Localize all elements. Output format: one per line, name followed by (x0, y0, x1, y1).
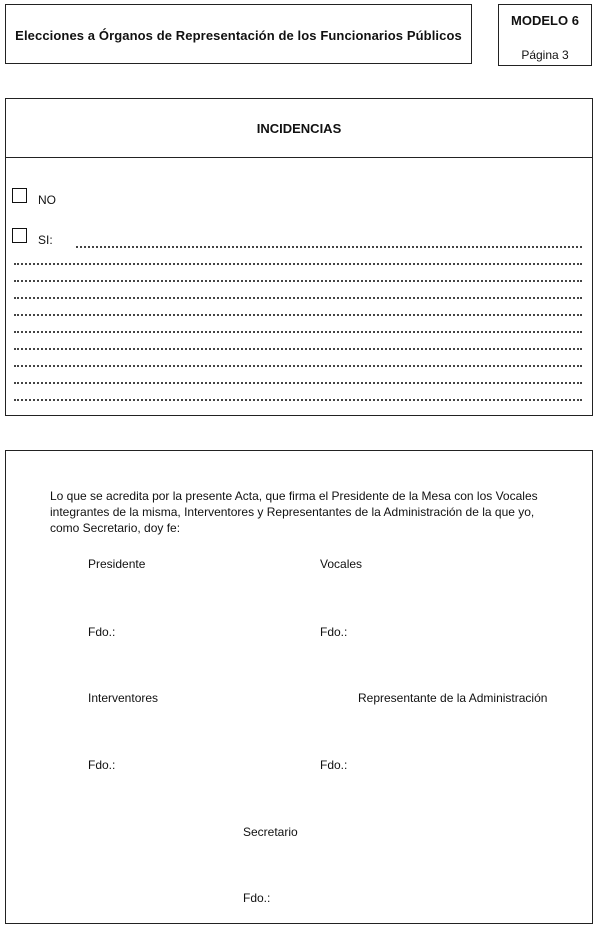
section-divider (6, 157, 592, 158)
secretario-fdo: Fdo.: (243, 891, 271, 905)
incidencia-line[interactable] (14, 297, 582, 299)
incidencia-line[interactable] (14, 348, 582, 350)
modelo-box (498, 4, 592, 66)
acta-statement: Lo que se acredita por la presente Acta, que firma el Presidente de la Mesa con los Vocales integrantes de la misma, Interventores y Representantes de la Administración de la que yo, como Secretario, doy fe: (50, 489, 538, 535)
incidencias-title: INCIDENCIAS (256, 121, 342, 136)
pagina-label: Página 3 (521, 48, 569, 62)
incidencia-line[interactable] (14, 365, 582, 367)
secretario-label: Secretario (243, 825, 298, 839)
document-title: Elecciones a Órganos de Representación de los Funcionarios Públicos (15, 28, 462, 43)
acta-section (5, 450, 593, 924)
vocales-label: Vocales (320, 557, 363, 571)
representante-fdo: Fdo.: (320, 758, 348, 772)
interventores-fdo: Fdo.: (88, 758, 116, 772)
incidencia-line[interactable] (14, 280, 582, 282)
no-checkbox[interactable] (12, 188, 27, 203)
representante-label: Representante de la Administración (358, 691, 548, 705)
incidencia-line[interactable] (14, 399, 582, 401)
incidencia-line[interactable] (14, 314, 582, 316)
modelo-label: MODELO 6 (511, 13, 579, 28)
incidencia-line[interactable] (14, 331, 582, 333)
si-label: SI: (38, 233, 53, 247)
vocales-fdo: Fdo.: (320, 625, 348, 639)
header-title-box (5, 4, 472, 64)
incidencia-line[interactable] (14, 382, 582, 384)
incidencias-section (5, 98, 593, 416)
presidente-label: Presidente (88, 557, 146, 571)
si-checkbox[interactable] (12, 228, 27, 243)
presidente-fdo: Fdo.: (88, 625, 116, 639)
incidencia-line[interactable] (14, 263, 582, 265)
no-label: NO (38, 193, 56, 207)
incidencia-line[interactable] (76, 246, 582, 248)
interventores-label: Interventores (88, 691, 159, 705)
